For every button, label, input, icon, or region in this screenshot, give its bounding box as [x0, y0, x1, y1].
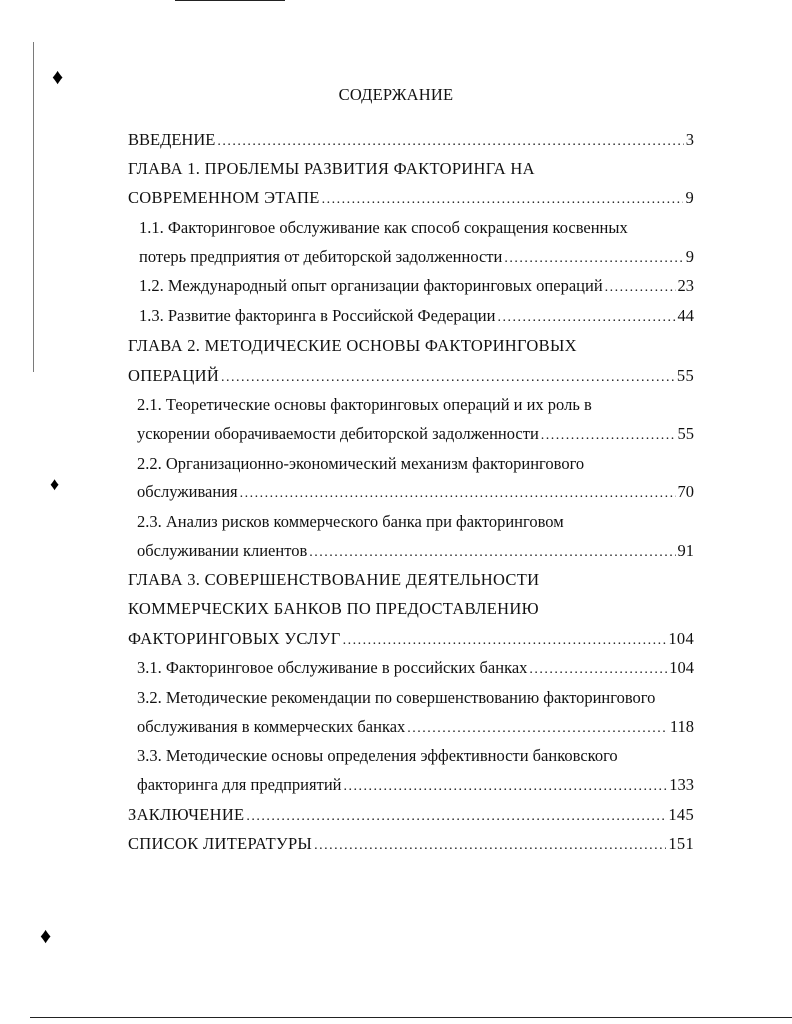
- toc-section-3-3: [137, 773, 694, 797]
- toc-page-number: 104: [668, 629, 694, 648]
- toc-page-number: 23: [677, 276, 694, 295]
- dot-leader: [504, 247, 683, 271]
- punch-hole-mark: ♦: [52, 64, 64, 89]
- toc-entry-text: ВВЕДЕНИЕ: [128, 130, 216, 149]
- toc-entry-text: 1.2. Международный опыт организации факторинговых операций: [139, 276, 603, 295]
- toc-section-1-1: [139, 245, 694, 269]
- toc-page-number: 44: [677, 306, 694, 325]
- toc-page-number: 118: [669, 717, 694, 736]
- toc-section-1-1-line1: 1.1. Факторинговое обслуживание как способ сокращения косвенных: [139, 218, 628, 237]
- toc-entry-text: ФАКТОРИНГОВЫХ УСЛУГ: [128, 629, 341, 648]
- dot-leader: [240, 482, 676, 506]
- toc-page-number: 104: [669, 658, 694, 677]
- toc-section-2-2-line1: 2.2. Организационно-экономический механизм факторингового: [137, 454, 585, 473]
- toc-section-2-1: [137, 422, 694, 446]
- dot-leader: [529, 658, 667, 682]
- toc-section-1-3: [139, 304, 694, 328]
- toc-section-2-2: [137, 480, 694, 504]
- dot-leader: [221, 366, 675, 390]
- toc-entry-text: 1.3. Развитие факторинга в Российской Федерации: [139, 306, 496, 325]
- dot-leader: [309, 541, 675, 565]
- toc-entry-text: факторинга для предприятий: [137, 775, 342, 794]
- toc-entry-text: 3.1. Факторинговое обслуживание в российских банках: [137, 658, 528, 677]
- toc-section-3-2-line1: 3.2. Методические рекомендации по совершенствованию факторингового: [137, 688, 656, 707]
- dot-leader: [407, 717, 668, 741]
- toc-chapter-1-line1: ГЛАВА 1. ПРОБЛЕМЫ РАЗВИТИЯ ФАКТОРИНГА НА: [128, 159, 535, 178]
- toc-entry-text: обслуживания: [137, 482, 238, 501]
- toc-entry-text: СПИСОК ЛИТЕРАТУРЫ: [128, 834, 313, 853]
- toc-page-number: 3: [685, 130, 694, 149]
- toc-entry-references: [128, 832, 694, 856]
- toc-entry-text: обслуживании клиентов: [137, 541, 308, 560]
- toc-entry-text: обслуживания в коммерческих банках: [137, 717, 406, 736]
- toc-chapter-3: [128, 627, 694, 651]
- toc-entry-text: ОПЕРАЦИЙ: [128, 366, 220, 385]
- toc-entry-text: СОВРЕМЕННОМ ЭТАПЕ: [128, 188, 320, 207]
- toc-chapter-2-line1: ГЛАВА 2. МЕТОДИЧЕСКИЕ ОСНОВЫ ФАКТОРИНГОВЫХ: [128, 336, 577, 355]
- toc-chapter-3-line1: ГЛАВА 3. СОВЕРШЕНСТВОВАНИЕ ДЕЯТЕЛЬНОСТИ: [128, 570, 540, 589]
- toc-page-number: 133: [669, 775, 694, 794]
- toc-section-2-3-line1: 2.3. Анализ рисков коммерческого банка при факторинговом: [137, 512, 564, 531]
- dot-leader: [541, 424, 676, 448]
- dot-leader: [246, 805, 666, 829]
- dot-leader: [322, 188, 684, 212]
- toc-section-3-2: [137, 715, 694, 739]
- dot-leader: [314, 834, 666, 858]
- page-title: СОДЕРЖАНИЕ: [338, 85, 454, 104]
- dot-leader: [217, 130, 683, 154]
- dot-leader: [497, 306, 675, 330]
- toc-page-number: 145: [668, 805, 694, 824]
- toc-section-2-3: [137, 539, 694, 563]
- toc-page-number: 55: [677, 424, 694, 443]
- toc-page-number: 9: [685, 188, 694, 207]
- toc-page-number: 55: [676, 366, 694, 385]
- toc-chapter-1: [128, 186, 694, 210]
- toc-chapter-2: [128, 364, 694, 388]
- toc-entry-conclusion: [128, 803, 694, 827]
- toc-entry-text: ЗАКЛЮЧЕНИЕ: [128, 805, 245, 824]
- dot-leader: [343, 775, 667, 799]
- toc-section-3-3-line1: 3.3. Методические основы определения эффективности банковского: [137, 746, 618, 765]
- toc-section-2-1-line1: 2.1. Теоретические основы факторинговых операций и их роль в: [137, 395, 592, 414]
- toc-section-3-1: [137, 656, 694, 680]
- toc-page-number: 151: [668, 834, 694, 853]
- toc-page-number: 91: [677, 541, 694, 560]
- punch-hole-mark: ♦: [50, 474, 60, 494]
- toc-entry-text: потерь предприятия от дебиторской задолженности: [139, 247, 503, 266]
- toc-page-number: 70: [677, 482, 694, 501]
- toc-entry-intro: [128, 128, 694, 152]
- toc-section-1-2: [139, 274, 694, 298]
- toc-page-number: 9: [685, 247, 694, 266]
- toc-entry-text: ускорении оборачиваемости дебиторской задолженности: [137, 424, 539, 443]
- toc-chapter-3-line2: КОММЕРЧЕСКИХ БАНКОВ ПО ПРЕДОСТАВЛЕНИЮ: [128, 599, 539, 618]
- punch-hole-mark: ♦: [40, 923, 52, 948]
- dot-leader: [605, 276, 676, 300]
- dot-leader: [343, 629, 667, 653]
